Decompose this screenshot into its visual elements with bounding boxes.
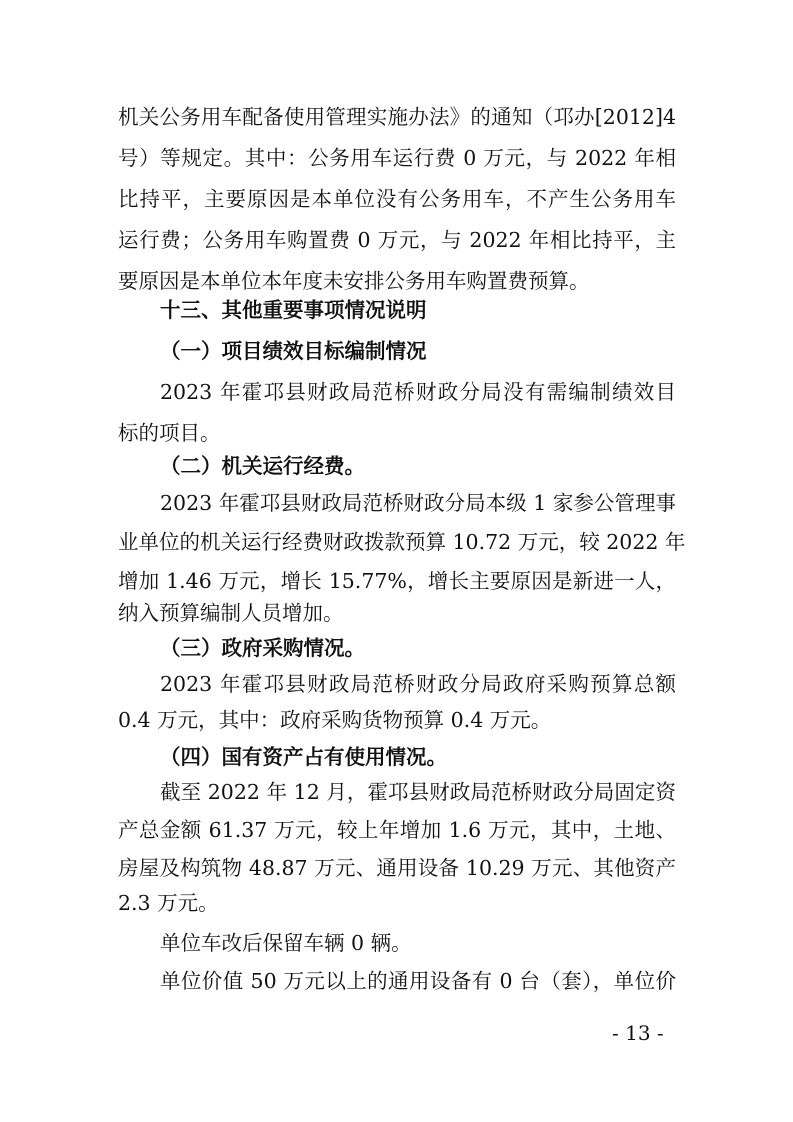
paragraph-line: 标的项目。 [118, 421, 221, 445]
paragraph-line: 业单位的机关运行经费财政拨款预算 10.72 万元，较 2022 年 [118, 530, 686, 554]
paragraph-line: 增加 1.46 万元，增长 15.77%，增长主要原因是新进一人， [118, 569, 676, 593]
paragraph-line: 0.4 万元，其中：政府采购货物预算 0.4 万元。 [118, 708, 552, 732]
paragraph-line: 2023 年霍邛县财政局范桥财政分局本级 1 家参公管理事 [160, 491, 676, 515]
paragraph-line: 要原因是本单位本年度未安排公务用车购置费预算。 [118, 269, 590, 293]
paragraph-line: 运行费；公务用车购置费 0 万元，与 2022 年相比持平，主 [118, 228, 676, 252]
subsection-heading: （四）国有资产占有使用情况。 [160, 745, 447, 769]
section-heading: 十三、其他重要事项情况说明 [160, 298, 427, 322]
paragraph-line: 机关公务用车配备使用管理实施办法》的通知（邛办[2012]4 [118, 105, 676, 129]
paragraph-line: 比持平，主要原因是本单位没有公务用车，不产生公务用车 [118, 187, 676, 211]
subsection-heading: （三）政府采购情况。 [160, 636, 365, 660]
page-number: - 13 - [612, 1021, 664, 1045]
paragraph-line: 号）等规定。其中：公务用车运行费 0 万元，与 2022 年相 [118, 146, 676, 170]
paragraph-line: 单位车改后保留车辆 0 辆。 [160, 931, 412, 955]
paragraph-line: 2023 年霍邛县财政局范桥财政分局没有需编制绩效目 [160, 380, 676, 404]
subsection-heading: （一）项目绩效目标编制情况 [160, 339, 427, 363]
paragraph-line: 产总金额 61.37 万元，较上年增加 1.6 万元，其中，土地、 [118, 818, 676, 842]
paragraph-line: 房屋及构筑物 48.87 万元、通用设备 10.29 万元、其他资产 [118, 856, 676, 880]
paragraph-line: 纳入预算编制人员增加。 [118, 601, 344, 625]
paragraph-line: 截至 2022 年 12 月，霍邛县财政局范桥财政分局固定资 [160, 780, 676, 804]
paragraph-line: 2023 年霍邛县财政局范桥财政分局政府采购预算总额 [160, 672, 676, 696]
paragraph-line: 2.3 万元。 [118, 891, 219, 915]
paragraph-line: 单位价值 50 万元以上的通用设备有 0 台（套），单位价 [160, 969, 676, 993]
subsection-heading: （二）机关运行经费。 [160, 454, 365, 478]
